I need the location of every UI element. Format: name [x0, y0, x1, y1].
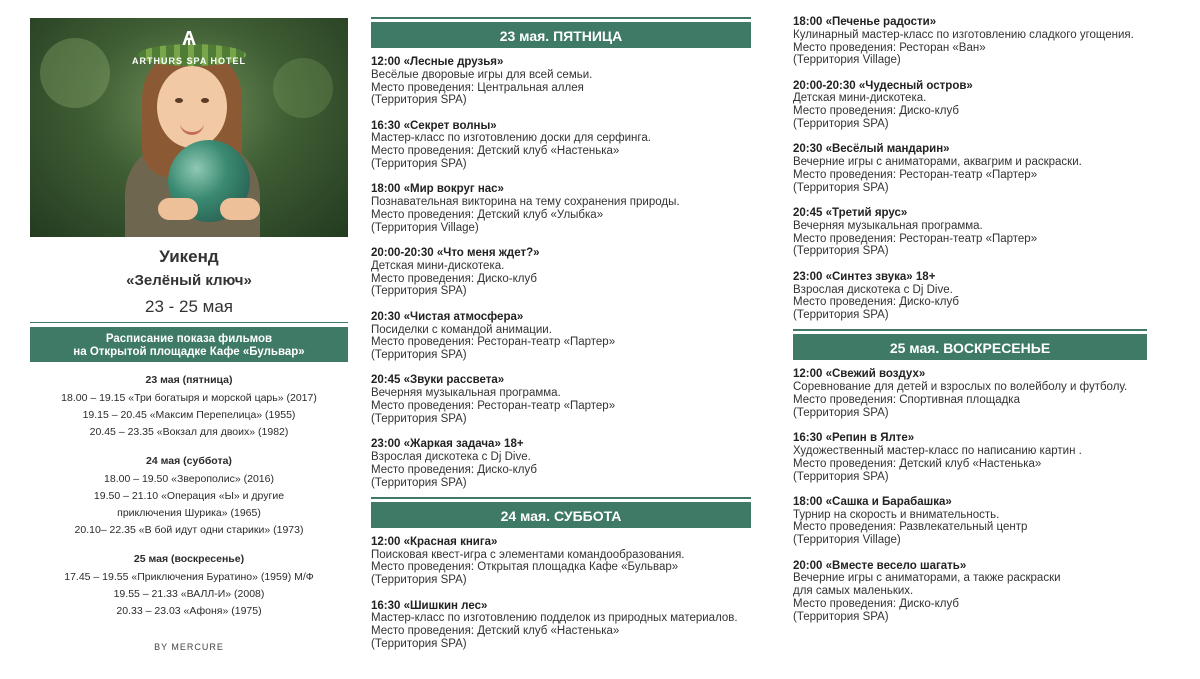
- film-item: 18.00 – 19.15 «Три богатыря и морской царь» (2017): [61, 392, 317, 404]
- hotel-logo-text: ARTHURS SPA HOTEL: [131, 56, 246, 66]
- event-detail: (Территория SPA): [371, 285, 467, 298]
- event-detail: Турнир на скорость и внимательность.: [793, 508, 1000, 521]
- event-detail: для самых маленьких.: [793, 585, 914, 598]
- event-detail: Вечерняя музыкальная программа.: [793, 219, 983, 232]
- event-item: [371, 374, 751, 425]
- event-title: 20:30 «Чистая атмосфера»: [371, 310, 524, 323]
- event-detail: (Территория SPA): [371, 412, 467, 425]
- films-day-heading: 24 мая (суббота): [146, 455, 232, 467]
- event-detail: Место проведения: Диско-клуб: [371, 463, 537, 476]
- event-title: 23:00 «Жаркая задача» 18+: [371, 438, 524, 451]
- event-item: [793, 207, 1173, 258]
- weekend-dates: 23 - 25 мая: [145, 297, 233, 316]
- event-detail: Место проведения: Ресторан «Ван»: [793, 41, 986, 54]
- event-detail: Кулинарный мастер-класс по изготовлению сладкого угощения.: [793, 28, 1134, 41]
- hero-photo: [30, 18, 348, 237]
- event-detail: Место проведения: Диско-клуб: [793, 597, 959, 610]
- event-detail: (Территория Village): [371, 221, 479, 234]
- event-detail: Вечерние игры с аниматорами, аквагрим и раскраски.: [793, 156, 1082, 169]
- event-item: [793, 16, 1173, 67]
- event-item: [371, 438, 751, 489]
- event-title: 12:00 «Свежий воздух»: [793, 368, 926, 381]
- film-item: приключения Шурика» (1965): [117, 507, 261, 519]
- event-item: [371, 247, 751, 298]
- by-mercure: BY MERCURE: [154, 642, 224, 652]
- event-detail: Место проведения: Ресторан-театр «Партер»: [793, 168, 1038, 181]
- event-detail: (Территория SPA): [793, 181, 889, 194]
- event-detail: Место проведения: Спортивная площадка: [793, 394, 1020, 407]
- event-title: 18:00 «Мир вокруг нас»: [371, 183, 504, 196]
- event-detail: Место проведения: Ресторан-театр «Партер»: [793, 232, 1038, 245]
- event-detail: (Территория SPA): [793, 406, 889, 419]
- event-detail: Художественный мастер-класс по написанию картин .: [793, 444, 1082, 457]
- event-detail: Место проведения: Диско-клуб: [371, 272, 537, 285]
- film-item: 19.15 – 20.45 «Максим Перепелица» (1955): [82, 409, 296, 421]
- event-title: 12:00 «Красная книга»: [371, 535, 498, 548]
- hotel-logo-icon: Ѧ: [182, 28, 196, 50]
- event-detail: Место проведения: Центральная аллея: [371, 81, 584, 94]
- event-detail: (Территория SPA): [793, 118, 889, 131]
- films-day-heading: 23 мая (пятница): [145, 374, 233, 386]
- event-detail: Вечерняя музыкальная программа.: [371, 387, 561, 400]
- event-item: [793, 368, 1173, 419]
- weekend-title: Уикенд: [159, 247, 219, 266]
- film-item: 20.33 – 23.03 «Афоня» (1975): [116, 605, 262, 617]
- event-detail: Вечерние игры с аниматорами, а также раскраски: [793, 572, 1061, 585]
- event-detail: Взрослая дискотека с Dj Dive.: [793, 283, 953, 296]
- event-detail: (Территория SPA): [371, 476, 467, 489]
- event-item: [371, 120, 751, 171]
- event-title: 20:00-20:30 «Чудесный остров»: [793, 79, 973, 92]
- event-item: [371, 311, 751, 362]
- event-item: [793, 432, 1173, 483]
- event-item: [793, 143, 1173, 194]
- event-detail: (Территория SPA): [371, 158, 467, 171]
- event-detail: Место проведения: Развлекательный центр: [793, 521, 1028, 534]
- event-detail: Место проведения: Диско-клуб: [793, 296, 959, 309]
- event-title: 20:45 «Третий ярус»: [793, 207, 908, 220]
- event-detail: Посиделки с командой анимации.: [371, 323, 552, 336]
- event-detail: (Территория SPA): [793, 309, 889, 322]
- event-detail: Детская мини-дискотека.: [371, 259, 505, 272]
- event-detail: (Территория SPA): [371, 637, 467, 650]
- event-item: [793, 496, 1173, 547]
- day-heading-saturday: 24 мая. СУББОТА: [371, 502, 751, 528]
- event-item: [371, 183, 751, 234]
- films-banner-line1: Расписание показа фильмов: [105, 333, 273, 345]
- event-title: 18:00 «Печенье радости»: [793, 16, 937, 28]
- weekend-subtitle: «Зелёный ключ»: [126, 272, 252, 289]
- film-item: 19.55 – 21.33 «ВАЛЛ-И» (2008): [113, 588, 265, 600]
- event-detail: Место проведения: Детский клуб «Настенька»: [371, 625, 620, 638]
- schedule-column-right: [793, 16, 1173, 636]
- event-detail: (Территория SPA): [371, 574, 467, 587]
- film-item: 17.45 – 19.55 «Приключения Буратино» (1959) М/Ф: [64, 571, 314, 583]
- event-item: [371, 600, 751, 651]
- event-title: 16:30 «Шишкин лес»: [371, 599, 488, 612]
- day-heading-sunday: 25 мая. ВОСКРЕСЕНЬЕ: [793, 334, 1147, 360]
- schedule-column-middle: [371, 18, 751, 663]
- event-detail: (Территория SPA): [371, 94, 467, 107]
- event-title: 18:00 «Сашка и Барабашка»: [793, 495, 952, 508]
- event-detail: Место проведения: Детский клуб «Улыбка»: [371, 208, 604, 221]
- event-detail: Место проведения: Ресторан-театр «Партер»: [371, 336, 616, 349]
- event-detail: (Территория Village): [793, 54, 901, 67]
- event-detail: Место проведения: Детский клуб «Настенька»: [371, 145, 620, 158]
- day-heading-friday: 23 мая. ПЯТНИЦА: [371, 22, 751, 48]
- event-item: [371, 56, 751, 107]
- event-item: [793, 80, 1173, 131]
- event-detail: Соревнование для детей и взрослых по волейболу и футболу.: [793, 381, 1128, 394]
- event-detail: Место проведения: Открытая площадка Кафе «Бульвар»: [371, 561, 679, 574]
- film-item: 20.45 – 23.35 «Вокзал для двоих» (1982): [89, 426, 289, 438]
- event-detail: (Территория SPA): [793, 610, 889, 623]
- event-title: 23:00 «Синтез звука» 18+: [793, 270, 936, 283]
- event-item: [793, 560, 1173, 624]
- event-detail: Мастер-класс по изготовлению подделок из природных материалов.: [371, 612, 738, 625]
- event-title: 20:00-20:30 «Что меня ждет?»: [371, 247, 540, 260]
- event-title: 12:00 «Лесные друзья»: [371, 56, 504, 68]
- event-detail: Познавательная викторина на тему сохранения природы.: [371, 196, 680, 209]
- event-detail: (Территория Village): [793, 534, 901, 547]
- event-title: 20:45 «Звуки рассвета»: [371, 374, 505, 387]
- event-item: [793, 271, 1173, 322]
- event-detail: Поисковая квест-игра с элементами командообразования.: [371, 548, 685, 561]
- event-title: 16:30 «Репин в Ялте»: [793, 432, 915, 445]
- event-detail: (Территория SPA): [793, 245, 889, 258]
- event-detail: (Территория SPA): [371, 349, 467, 362]
- event-title: 20:00 «Вместе весело шагать»: [793, 559, 967, 572]
- event-detail: Мастер-класс по изготовлению доски для серфинга.: [371, 132, 651, 145]
- event-detail: Взрослая дискотека с Dj Dive.: [371, 450, 531, 463]
- event-title: 16:30 «Секрет волны»: [371, 119, 497, 132]
- films-banner-line2: на Открытой площадке Кафе «Бульвар»: [73, 346, 305, 358]
- film-item: 18.00 – 19.50 «Зверополис» (2016): [104, 473, 274, 485]
- event-detail: Место проведения: Ресторан-театр «Партер»: [371, 400, 616, 413]
- films-day-heading: 25 мая (воскресенье): [133, 553, 245, 565]
- left-panel: [30, 18, 348, 652]
- event-detail: Место проведения: Детский клуб «Настенька»: [793, 457, 1042, 470]
- film-item: 20.10– 22.35 «В бой идут одни старики» (1973): [74, 524, 304, 536]
- event-item: [371, 536, 751, 587]
- event-detail: Детская мини-дискотека.: [793, 92, 927, 105]
- event-detail: Место проведения: Диско-клуб: [793, 105, 959, 118]
- event-detail: (Территория SPA): [793, 470, 889, 483]
- event-title: 20:30 «Весёлый мандарин»: [793, 143, 950, 156]
- film-item: 19.50 – 21.10 «Операция «Ы» и другие: [93, 490, 285, 502]
- event-detail: Весёлые дворовые игры для всей семьи.: [371, 68, 593, 81]
- films-banner: [30, 327, 348, 362]
